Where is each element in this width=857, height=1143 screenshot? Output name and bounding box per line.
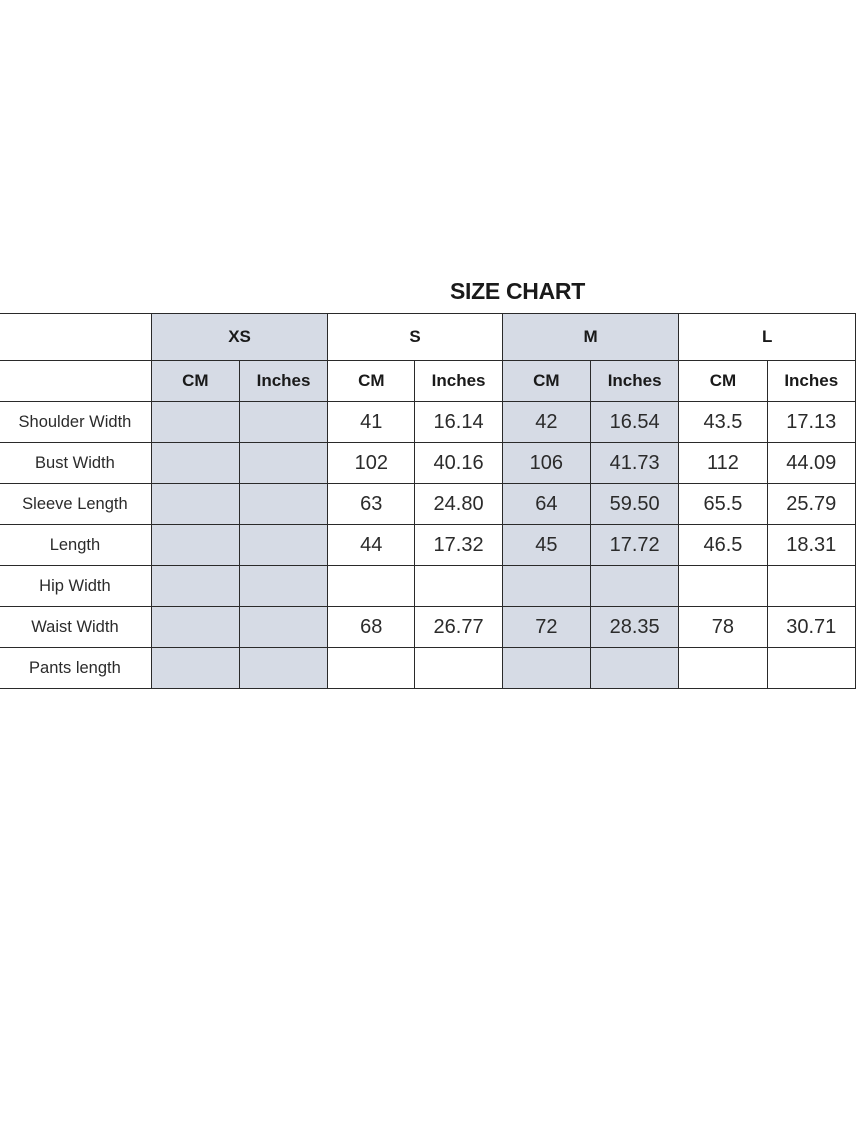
value-cell: 46.5	[679, 525, 767, 566]
value-cell: 18.31	[767, 525, 855, 566]
value-cell	[679, 566, 767, 607]
value-cell	[767, 648, 855, 689]
size-chart-table	[0, 313, 856, 689]
row-label: Waist Width	[0, 607, 151, 648]
unit-header-inches: Inches	[767, 361, 855, 402]
table-row-shoulder-width	[0, 402, 856, 443]
value-cell	[415, 566, 502, 607]
value-cell	[502, 566, 590, 607]
size-header-xs: XS	[151, 314, 327, 361]
value-cell: 102	[328, 443, 415, 484]
value-cell: 41.73	[590, 443, 678, 484]
row-label: Length	[0, 525, 151, 566]
value-cell: 42	[502, 402, 590, 443]
value-cell	[239, 648, 327, 689]
value-cell	[239, 443, 327, 484]
row-label: Shoulder Width	[0, 402, 151, 443]
value-cell: 40.16	[415, 443, 502, 484]
value-cell: 78	[679, 607, 767, 648]
corner-cell	[0, 314, 151, 361]
value-cell	[590, 648, 678, 689]
value-cell	[415, 648, 502, 689]
value-cell: 17.32	[415, 525, 502, 566]
value-cell	[239, 607, 327, 648]
value-cell: 112	[679, 443, 767, 484]
value-cell	[151, 566, 239, 607]
value-cell: 45	[502, 525, 590, 566]
value-cell: 64	[502, 484, 590, 525]
unit-header-inches: Inches	[415, 361, 502, 402]
value-cell: 68	[328, 607, 415, 648]
value-cell: 59.50	[590, 484, 678, 525]
row-label: Sleeve Length	[0, 484, 151, 525]
value-cell	[239, 484, 327, 525]
value-cell	[502, 648, 590, 689]
row-label: Bust Width	[0, 443, 151, 484]
table-row-length	[0, 525, 856, 566]
value-cell	[151, 402, 239, 443]
unit-header-row	[0, 361, 856, 402]
value-cell	[328, 566, 415, 607]
value-cell: 41	[328, 402, 415, 443]
value-cell	[151, 484, 239, 525]
value-cell	[767, 566, 855, 607]
value-cell: 106	[502, 443, 590, 484]
value-cell: 43.5	[679, 402, 767, 443]
value-cell: 28.35	[590, 607, 678, 648]
value-cell: 17.72	[590, 525, 678, 566]
unit-header-inches: Inches	[239, 361, 327, 402]
value-cell	[590, 566, 678, 607]
value-cell: 72	[502, 607, 590, 648]
size-header-l: L	[679, 314, 856, 361]
size-header-row	[0, 314, 856, 361]
value-cell	[239, 402, 327, 443]
size-header-m: M	[502, 314, 679, 361]
row-label: Pants length	[0, 648, 151, 689]
table-row-hip-width	[0, 566, 856, 607]
value-cell: 30.71	[767, 607, 855, 648]
unit-header-cm: CM	[328, 361, 415, 402]
value-cell: 17.13	[767, 402, 855, 443]
value-cell: 44	[328, 525, 415, 566]
unit-header-cm: CM	[679, 361, 767, 402]
value-cell: 65.5	[679, 484, 767, 525]
unit-header-cm: CM	[502, 361, 590, 402]
unit-header-cm: CM	[151, 361, 239, 402]
value-cell: 63	[328, 484, 415, 525]
value-cell	[328, 648, 415, 689]
table-row-waist-width	[0, 607, 856, 648]
value-cell: 44.09	[767, 443, 855, 484]
value-cell: 25.79	[767, 484, 855, 525]
unit-header-inches: Inches	[590, 361, 678, 402]
value-cell: 24.80	[415, 484, 502, 525]
value-cell	[239, 525, 327, 566]
value-cell	[151, 607, 239, 648]
corner-cell	[0, 361, 151, 402]
table-row-sleeve-length	[0, 484, 856, 525]
table-row-bust-width	[0, 443, 856, 484]
size-header-s: S	[328, 314, 503, 361]
size-chart-title: SIZE CHART	[449, 278, 585, 304]
value-cell: 16.14	[415, 402, 502, 443]
value-cell	[151, 443, 239, 484]
value-cell: 26.77	[415, 607, 502, 648]
value-cell	[239, 566, 327, 607]
value-cell	[151, 648, 239, 689]
value-cell	[679, 648, 767, 689]
table-row-pants-length	[0, 648, 856, 689]
value-cell: 16.54	[590, 402, 678, 443]
row-label: Hip Width	[0, 566, 151, 607]
value-cell	[151, 525, 239, 566]
